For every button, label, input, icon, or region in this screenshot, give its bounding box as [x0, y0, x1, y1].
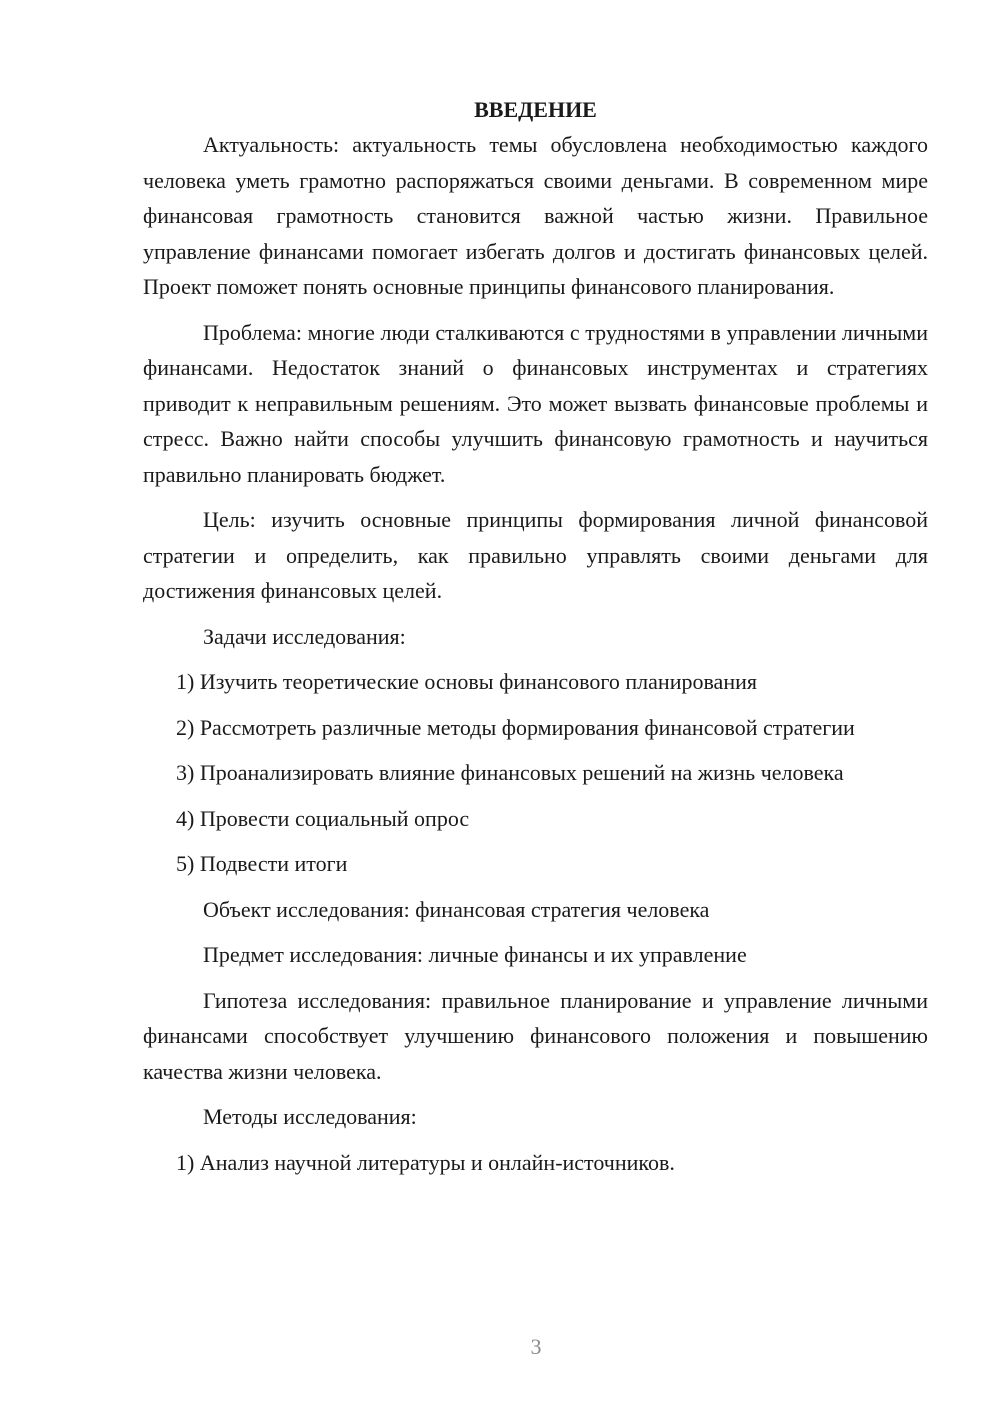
research-hypothesis: Гипотеза исследования: правильное планирование и управление личными финансами способствует улучшению финансового положения и повышению качества жизни человека.	[143, 987, 928, 1084]
research-object: Объект исследования: финансовая стратегия человека	[203, 896, 710, 922]
paragraph-relevance: Актуальность: актуальность темы обусловлена необходимостью каждого человека уметь грамотно распоряжаться своими деньгами. В современном мире финансовая грамотность становится важной частью жизни. Правильное управление финансами помогает избегать долгов и достигать финансовых целей. Проект поможет понять основные принципы финансового планирования.	[143, 132, 928, 299]
task-item-5: 5) Подвести итоги	[176, 851, 348, 876]
task-item-2: 2) Рассмотреть различные методы формирования финансовой стратегии	[176, 714, 855, 740]
page-title: ВВЕДЕНИЕ	[474, 97, 597, 122]
paragraph-goal: Цель: изучить основные принципы формирования личной финансовой стратегии и определить, как правильно управлять своими деньгами для достижения финансовых целей.	[143, 507, 928, 603]
task-item-3: 3) Проанализировать влияние финансовых решений на жизнь человека	[176, 760, 844, 785]
page-number: 3	[530, 1334, 542, 1359]
methods-heading: Методы исследования:	[203, 1104, 417, 1129]
research-subject: Предмет исследования: личные финансы и их управление	[203, 942, 747, 967]
task-item-4: 4) Провести социальный опрос	[176, 805, 470, 831]
method-item-1: 1) Анализ научной литературы и онлайн-источников.	[176, 1149, 675, 1175]
tasks-heading: Задачи исследования:	[203, 623, 406, 649]
task-item-1: 1) Изучить теоретические основы финансового планирования	[176, 669, 757, 694]
document-page	[143, 92, 928, 1180]
paragraph-problem: Проблема: многие люди сталкиваются с трудностями в управлении личными финансами. Недостаток знаний о финансовых инструментах и стратегиях приводит к неправильным решениям. Это может вызвать финансовые проблемы и стресс. Важно найти способы улучшить финансовую грамотность и научиться правильно планировать бюджет.	[143, 319, 928, 487]
